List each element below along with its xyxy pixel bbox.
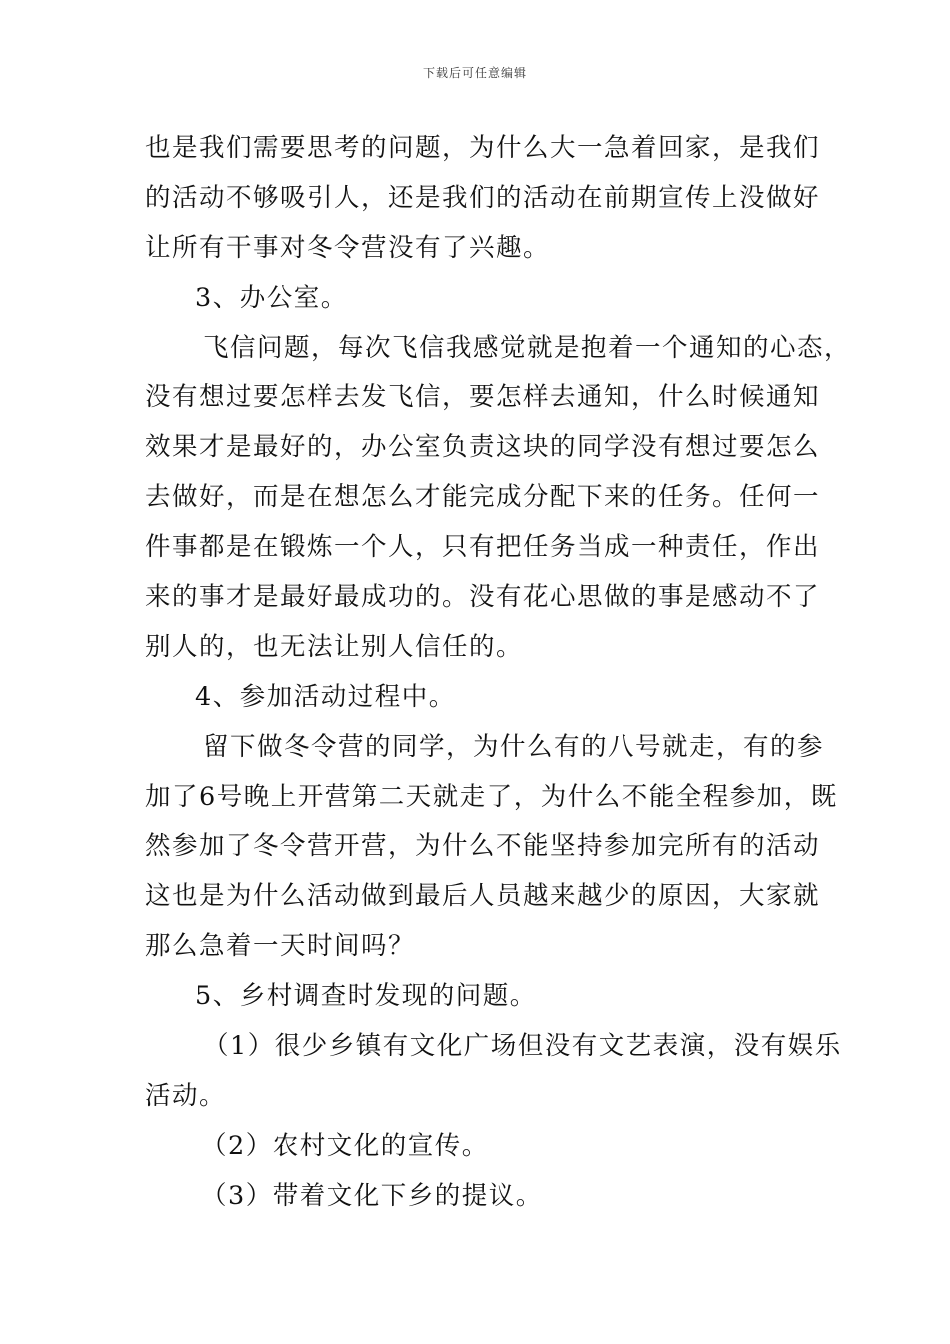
section-heading-office: 3、办公室。 (195, 282, 348, 313)
text-line: 件事都是在锻炼一个人，只有把任务当成一种责任，作出 (145, 532, 821, 563)
paragraph-first-line: 飞信问题，每次飞信我感觉就是抱着一个通知的心态， (203, 332, 852, 363)
text-line: 活动。 (145, 1080, 227, 1111)
text-line: 加了6号晚上开营第二天就走了，为什么不能全程参加，既 (145, 781, 838, 812)
document-body (145, 124, 852, 1222)
section-heading-survey: 5、乡村调查时发现的问题。 (195, 981, 537, 1012)
text-line: 效果才是最好的，办公室负责这块的同学没有想过要怎么 (145, 432, 821, 463)
paragraph-first-line: 留下做冬令营的同学，为什么有的八号就走，有的参 (203, 731, 825, 762)
section-heading-activity: 4、参加活动过程中。 (195, 681, 456, 712)
text-line: 别人的，也无法让别人信任的。 (145, 631, 524, 662)
list-item-1: （1）很少乡镇有文化广场但没有文艺表演，没有娱乐 (203, 1031, 842, 1062)
text-line: 去做好，而是在想怎么才能完成分配下来的任务。任何一 (145, 482, 821, 513)
page-header: 下载后可任意编辑 (422, 66, 527, 80)
list-item-2: （2）农村文化的宣传。 (201, 1130, 489, 1161)
list-item-3: （3）带着文化下乡的提议。 (201, 1180, 543, 1211)
text-line: 那么急着一天时间吗？ (145, 931, 416, 962)
text-line: 也是我们需要思考的问题，为什么大一急着回家，是我们 (145, 133, 821, 163)
text-line: 让所有干事对冬令营没有了兴趣。 (145, 232, 551, 263)
text-line: 来的事才是最好最成功的。没有花心思做的事是感动不了 (145, 582, 821, 613)
text-line: 然参加了冬令营开营，为什么不能坚持参加完所有的活动 (145, 831, 821, 862)
text-line: 没有想过要怎样去发飞信，要怎样去通知，什么时候通知 (145, 382, 821, 413)
text-line: 这也是为什么活动做到最后人员越来越少的原因，大家就 (145, 881, 821, 912)
text-line: 的活动不够吸引人，还是我们的活动在前期宣传上没做好 (145, 182, 821, 213)
